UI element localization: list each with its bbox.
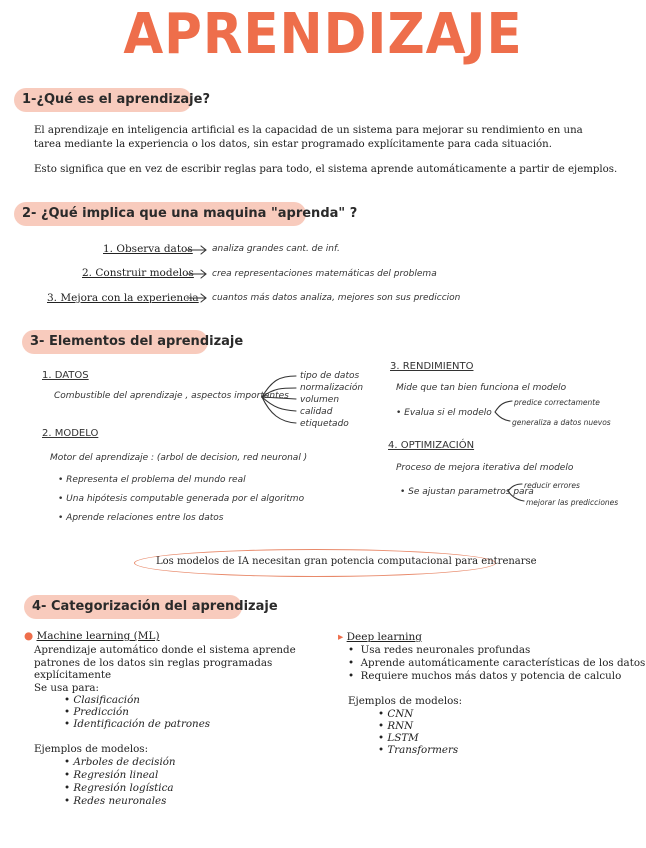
step-1-label: 1. Observa datos: [103, 243, 193, 255]
dl-point-text: Usa redes neuronales profundas: [360, 644, 531, 656]
optimizacion-branch: reducir errores: [524, 481, 580, 490]
dl-example-text: Transformers: [387, 744, 459, 756]
dl-point: • Usa redes neuronales profundas: [348, 644, 531, 656]
section-1-heading: 1-¿Qué es el aprendizaje?: [22, 92, 210, 107]
modelo-point: • Representa el problema del mundo real: [58, 475, 246, 485]
ml-use-item: • Clasificación: [64, 694, 140, 706]
section-3-heading: 3- Elementos del aprendizaje: [30, 334, 244, 349]
ml-example-item: • Regresión lineal: [64, 769, 159, 781]
section-2-heading: 2- ¿Qué implica que una maquina "aprenda" ?: [22, 206, 358, 221]
modelo-desc: Motor del aprendizaje : (arbol de decision, red neuronal ): [50, 453, 308, 463]
ml-example-item: • Redes neuronales: [64, 795, 167, 807]
section-4-heading: 4- Categorización del aprendizaje: [32, 599, 278, 614]
optimizacion-branch: mejorar las predicciones: [526, 498, 619, 507]
rendimiento-branch: generaliza a datos nuevos: [512, 418, 611, 427]
dl-example-item: • LSTM: [378, 732, 419, 744]
ml-use-item: • Predicción: [64, 706, 129, 718]
step-3-label: 3. Mejora con la experiencia: [47, 292, 199, 304]
ml-examples-label: Ejemplos de modelos:: [34, 743, 149, 755]
optimizacion-desc: Proceso de mejora iterativa del modelo: [396, 463, 574, 473]
ml-example-item: • Regresión logística: [64, 782, 174, 794]
dl-point-text: Requiere muchos más datos y potencia de calculo: [360, 670, 622, 682]
datos-aspect: calidad: [300, 407, 333, 417]
dl-title: Deep learning: [346, 631, 422, 643]
ml-title-row: [24, 630, 160, 642]
rendimiento-branch: predice correctamente: [514, 398, 600, 407]
optimizacion-adjust: • Se ajustan parametros para: [400, 487, 534, 497]
bracket-arrows-icon: [262, 376, 296, 423]
dl-examples-label: Ejemplos de modelos:: [348, 695, 463, 707]
modelo-point-text: Representa el problema del mundo real: [66, 475, 246, 485]
arrow-icon: [187, 246, 206, 254]
dl-point: • Aprende automáticamente características de los datos: [348, 657, 646, 669]
dl-example-text: RNN: [387, 720, 414, 732]
dl-example-item: • Transformers: [378, 744, 459, 756]
ml-example-text: Regresión lineal: [73, 769, 159, 781]
datos-aspect: etiquetado: [300, 419, 349, 429]
dl-example-text: LSTM: [387, 732, 419, 744]
step-1-note: analiza grandes cant. de inf.: [212, 244, 340, 254]
modelo-point: • Una hipótesis computable generada por el algoritmo: [58, 494, 305, 504]
ml-example-text: Arboles de decisión: [73, 756, 176, 768]
section-1-paragraph-2: Esto significa que en vez de escribir reglas para todo, el sistema aprende automáticamente a partir de ejemplos.: [34, 164, 618, 175]
page-title: APRENDIZAJE: [123, 2, 523, 67]
dl-title-row: [338, 631, 422, 643]
arrow-icon: [187, 270, 206, 278]
step-2-note: crea representaciones matemáticas del problema: [212, 269, 437, 279]
ml-example-text: Redes neuronales: [73, 795, 167, 807]
step-2-label: 2. Construir modelos: [82, 267, 194, 279]
ml-example-text: Regresión logística: [73, 782, 174, 794]
ml-example-item: • Arboles de decisión: [64, 756, 176, 768]
branch-arrows-icon: [508, 484, 524, 501]
dl-example-item: • RNN: [378, 720, 414, 732]
bullet-icon: ▸: [338, 631, 344, 643]
ml-use-text: Predicción: [73, 706, 129, 718]
arrow-icon: [187, 294, 206, 302]
rendimiento-title: 3. RENDIMIENTO: [390, 361, 474, 372]
branch-arrows-icon: [495, 401, 512, 421]
rendimiento-eval: • Evalua si el modelo: [396, 408, 492, 418]
datos-aspect: normalización: [300, 383, 364, 393]
rendimiento-desc: Mide que tan bien funciona el modelo: [396, 383, 567, 393]
ml-use-item: • Identificación de patrones: [64, 718, 211, 730]
note-text: Los modelos de IA necesitan gran potencia computacional para entrenarse: [156, 556, 537, 567]
datos-aspect: volumen: [300, 395, 340, 405]
dl-point-text: Aprende automáticamente características de los datos: [360, 657, 646, 669]
ml-use-text: Identificación de patrones: [73, 718, 211, 730]
modelo-point: • Aprende relaciones entre los datos: [58, 513, 224, 523]
dl-example-text: CNN: [387, 708, 414, 720]
ml-desc: Aprendizaje automático donde el sistema aprende patrones de los datos sin reglas programadas explícitamente: [34, 644, 296, 681]
bullet-icon: ●: [24, 630, 34, 642]
ml-uses-label: Se usa para:: [34, 682, 100, 694]
datos-desc: Combustible del aprendizaje , aspectos importantes: [54, 391, 289, 401]
dl-point: • Requiere muchos más datos y potencia de calculo: [348, 670, 622, 682]
modelo-point-text: Una hipótesis computable generada por el algoritmo: [66, 494, 305, 504]
ml-title: Machine learning (ML): [36, 630, 160, 642]
datos-title: 1. DATOS: [42, 370, 89, 381]
modelo-title: 2. MODELO: [42, 428, 99, 439]
step-3-note: cuantos más datos analiza, mejores son sus prediccion: [212, 293, 461, 303]
section-1-paragraph-1: El aprendizaje en inteligencia artificial es la capacidad de un sistema para mejorar su rendimiento en una tarea mediante la experiencia o los datos, sin estar programado explícitamente para cada situación.: [34, 125, 583, 150]
ml-use-text: Clasificación: [73, 694, 140, 706]
dl-example-item: • CNN: [378, 708, 414, 720]
modelo-point-text: Aprende relaciones entre los datos: [66, 513, 224, 523]
optimizacion-title: 4. OPTIMIZACIÓN: [388, 440, 475, 451]
datos-aspect: tipo de datos: [300, 371, 360, 381]
